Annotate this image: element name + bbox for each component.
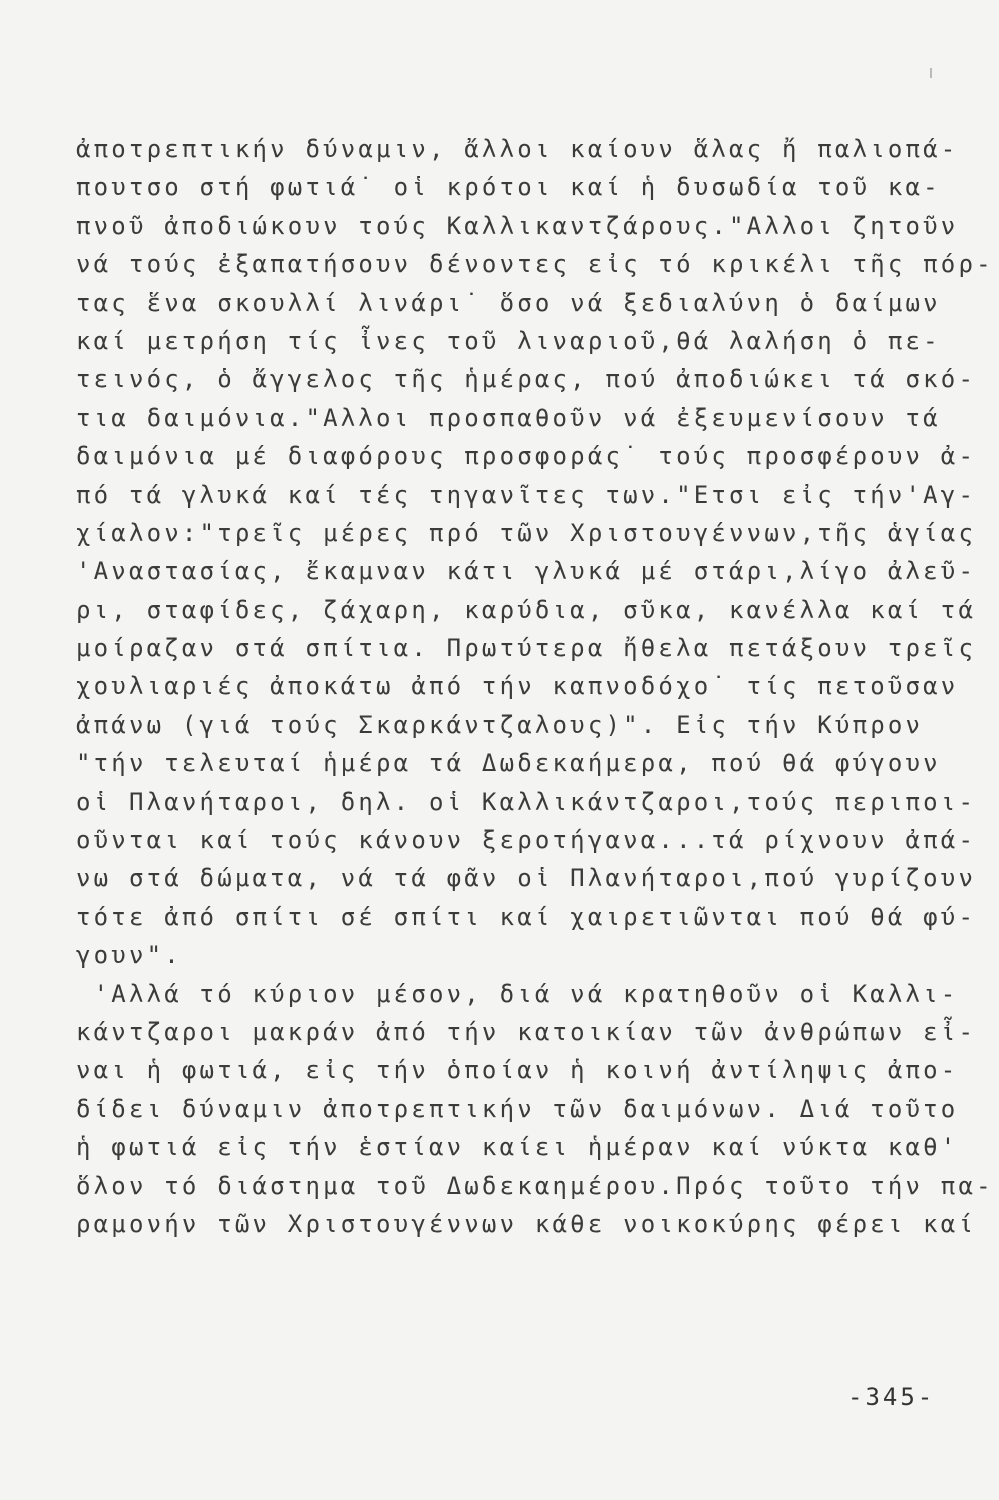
scan-speck (930, 68, 932, 78)
text-line: 'Αναστασίας, ἔκαμναν κάτι γλυκά μέ στάρι,λίγο ἀλεῦ- (76, 557, 977, 586)
text-line: πνοῦ ἀποδιώκουν τούς Καλλικαντζάρους."Αλλοι ζητοῦν (76, 211, 959, 240)
text-line: ἀποτρεπτικήν δύναμιν, ἄλλοι καίουν ἅλας ἤ παλιοπά- (76, 135, 959, 163)
text-line: ἀπάνω (γιά τούς Σκαρκάντζαλους)". Εἰς τήν Κύπρον (76, 710, 924, 739)
text-line: τια δαιμόνια."Αλλοι προσπαθοῦν νά ἐξευμενίσουν τά (76, 403, 941, 432)
text-line: τας ἕνα σκουλλί λινάρι˙ ὅσο νά ξεδιαλύνη ὁ δαίμων (76, 288, 941, 317)
text-line: ἡ φωτιά εἰς τήν ἑστίαν καίει ἡμέραν καί νύκτα καθ' (76, 1133, 959, 1162)
text-line: τεινός, ὁ ἄγγελος τῆς ἡμέρας, πού ἀποδιώκει τά σκό- (76, 365, 977, 394)
text-line: ὅλον τό διάστημα τοῦ Δωδεκαημέρου.Πρός τοῦτο τήν πα- (76, 1171, 994, 1200)
text-line: κάντζαροι μακράν ἀπό τήν κατοικίαν τῶν ἀνθρώπων εἶ- (76, 1017, 977, 1046)
text-line: χίαλον:"τρεῖς μέρες πρό τῶν Χριστουγέννων,τῆς ἁγίας (76, 518, 977, 547)
text-line: νά τούς ἐξαπατήσουν δένοντες εἰς τό κρικέλι τῆς πόρ- (76, 250, 994, 279)
text-line: πουτσο στή φωτιά˙ οἱ κρότοι καί ἡ δυσωδία τοῦ κα- (76, 173, 941, 202)
text-line: νω στά δώματα, νά τά φᾶν οἱ Πλανήταροι,πού γυρίζουν (76, 864, 977, 893)
text-line: ραμονήν τῶν Χριστουγέννων κάθε νοικοκύρης φέρει καί (76, 1209, 977, 1238)
text-line: οῦνται καί τούς κάνουν ξεροτήγανα...τά ρίχνουν ἀπά- (76, 826, 977, 855)
text-line: δαιμόνια μέ διαφόρους προσφοράς˙ τούς προσφέρουν ἀ- (76, 442, 977, 471)
body-text (76, 130, 994, 1243)
text-line: γουν". (76, 941, 182, 970)
page-number: -345- (848, 1383, 936, 1411)
text-line: πό τά γλυκά καί τές τηγανῖτες των."Ετσι εἰς τήν'Αγ- (76, 480, 977, 509)
text-line: χουλιαριές ἀποκάτω ἀπό τήν καπνοδόχο˙ τίς πετοῦσαν (76, 672, 959, 701)
text-line: ναι ἡ φωτιά, εἰς τήν ὁποίαν ἡ κοινή ἀντίληψις ἀπο- (76, 1056, 959, 1085)
text-line: ρι, σταφίδες, ζάχαρη, καρύδια, σῦκα, κανέλλα καί τά (76, 595, 977, 624)
text-line: καί μετρήση τίς ἶνες τοῦ λιναριοῦ,θά λαλήση ὁ πε- (76, 326, 941, 355)
text-line: τότε ἀπό σπίτι σέ σπίτι καί χαιρετιῶνται πού θά φύ- (76, 902, 977, 931)
text-line: οἱ Πλανήταροι, δηλ. οἱ Καλλικάντζαροι,τούς περιποι- (76, 787, 977, 816)
text-line: δίδει δύναμιν ἀποτρεπτικήν τῶν δαιμόνων. Διά τοῦτο (76, 1094, 959, 1123)
text-line: 'Αλλά τό κύριον μέσον, διά νά κρατηθοῦν οἱ Καλλι- (76, 979, 959, 1008)
text-line: "τήν τελευταί ἡμέρα τά Δωδεκαήμερα, πού θά φύγουν (76, 749, 941, 778)
text-line: μοίραζαν στά σπίτια. Πρωτύτερα ἤθελα πετάξουν τρεῖς (76, 634, 977, 663)
